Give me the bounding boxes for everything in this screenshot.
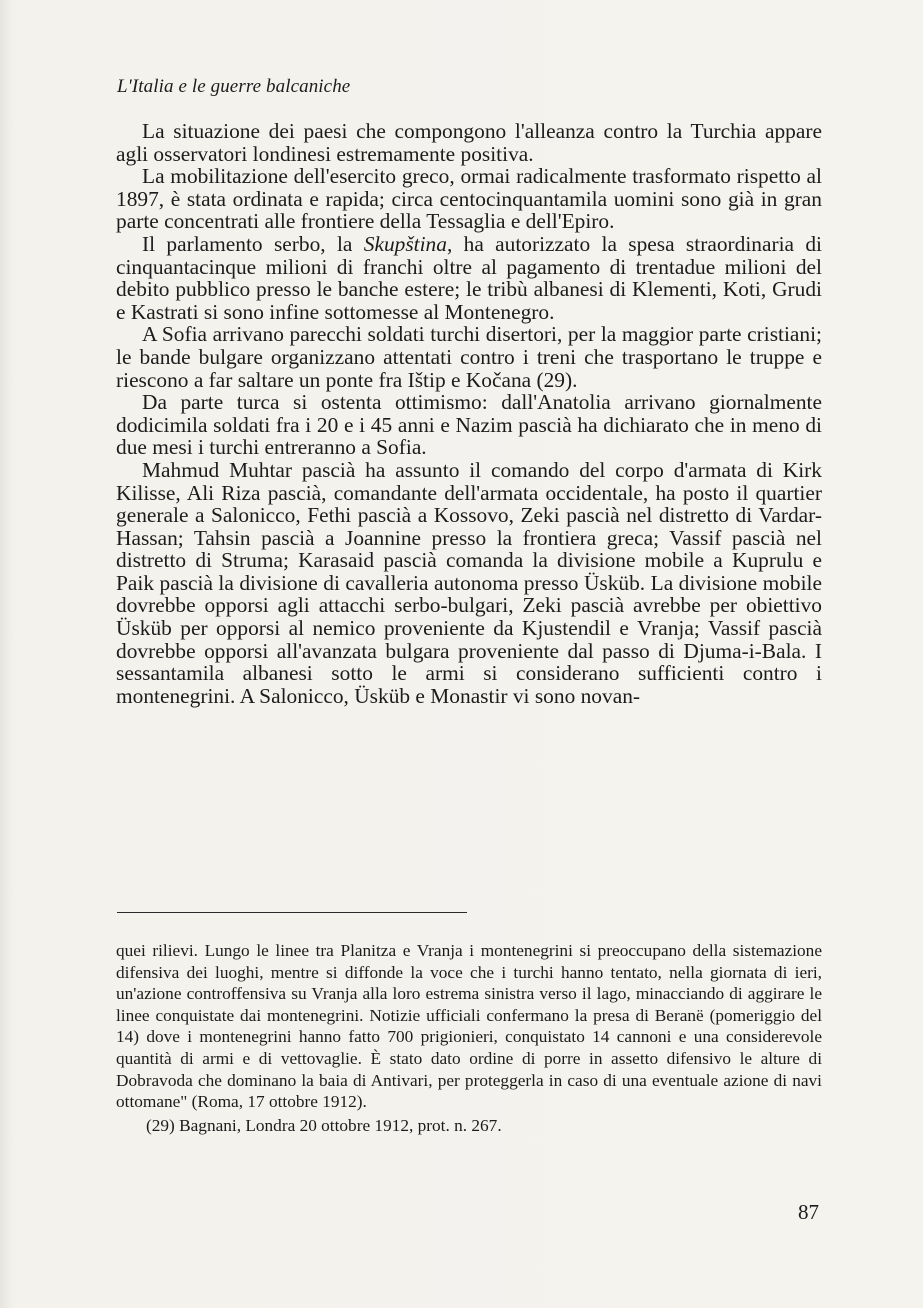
paragraph-serbian-parliament-after: , ha autorizzato la spesa straordinaria di cinquantacinque milioni di franchi oltre al pagamento di trentadue milioni del debito pubblico presso le banche estere; le tribù albanesi di Klementi, Koti, Grudi e Kastrati si sono infine sottomesse al Montenegro. (116, 231, 823, 324)
paragraph-greek-mobilization: La mobilitazione dell'esercito greco, ormai radicalmente trasformato rispetto al 1897, è stata ordinata e rapida; circa centocinquantamila uomini sono già in gran parte concentrati alle frontiere della Tessaglia e dell'Epiro. (116, 164, 822, 234)
paragraph-serbian-parliament (116, 233, 822, 323)
paragraph-turkish-commanders: Mahmud Muhtar pascià ha assunto il comando del corpo d'armata di Kirk Kilisse, Ali Riza pascià, comandante dell'armata occidentale, ha posto il quartier generale a Salonicco, Fethi pascià a Kossovo, Zeki pascià nel distretto di Vardar-Hassan; Tahsin pascià a Joannine presso la frontiera greca; Vassif pascià nel distretto di Struma; Karasaid pascià comanda la divisione mobile a Kuprulu e Paik pascià la divisione di cavalleria autonoma presso Üsküb. La divisione mobile dovrebbe opporsi agli attacchi serbo-bulgari, Zeki pascià avrebbe per obiettivo Üsküb per opporsi al nemico proveniente da Kjustendil e Vranja; Vassif pascià dovrebbe opporsi all'avanzata bulgara proveniente dal passo di Djuma-i-Bala. I sessantamila albanesi sotto le armi si considerano sufficienti contro i montenegrini. A Salonicco, Üsküb e Monastir vi sono novan- (116, 457, 822, 708)
main-text (116, 120, 822, 707)
footnote-continuation: quei rilievi. Lungo le linee tra Planitza e Vranja i montenegrini si preoccupano della sistemazione difensiva dei luoghi, mentre si diffonde la voce che i turchi hanno tentato, nella giornata di ieri, un'azione controffensiva su Vranja alla loro estrema sinistra verso il lago, minacciando di aggirare le linee conquistate dai montenegrini. Notizie ufficiali confermano la presa di Beranë (pomeriggio del 14) dove i montenegrini hanno fatto 700 prigionieri, conquistato 14 cannoni e una considerevole quantità di armi e di vettovaglie. È stato dato ordine di porre in assetto difensivo le alture di Dobravoda che dominano la baia di Antivari, per proteggerla in caso di una eventuale azione di navi ottomane" (Roma, 17 ottobre 1912). (116, 941, 822, 1112)
page-number: 87 (798, 1200, 819, 1224)
paragraph-alliance: La situazione dei paesi che compongono l'alleanza contro la Turchia appare agli osservatori londinesi estremamente positiva. (116, 119, 822, 166)
term-skupstina: Skupština (363, 231, 447, 256)
paragraph-serbian-parliament-before: Il parlamento serbo, la (142, 231, 364, 256)
footnote-separator (117, 912, 467, 913)
footnotes (116, 940, 822, 1136)
paragraph-sofia-deserters: A Sofia arrivano parecchi soldati turchi disertori, per la maggior parte cristiani; le bande bulgare organizzano attentati contro i treni che trasportano le truppe e riescono a far saltare un ponte fra Ištip e Kočana (29). (116, 322, 822, 392)
footnote-29: (29) Bagnani, Londra 20 ottobre 1912, prot. n. 267. (146, 1115, 502, 1135)
running-head: L'Italia e le guerre balcaniche (117, 76, 351, 97)
paragraph-turkish-optimism: Da parte turca si ostenta ottimismo: dall'Anatolia arrivano giornalmente dodicimila soldati fra i 20 e i 45 anni e Nazim pascià ha dichiarato che in meno di due mesi i turchi entreranno a Sofia. (116, 390, 822, 460)
